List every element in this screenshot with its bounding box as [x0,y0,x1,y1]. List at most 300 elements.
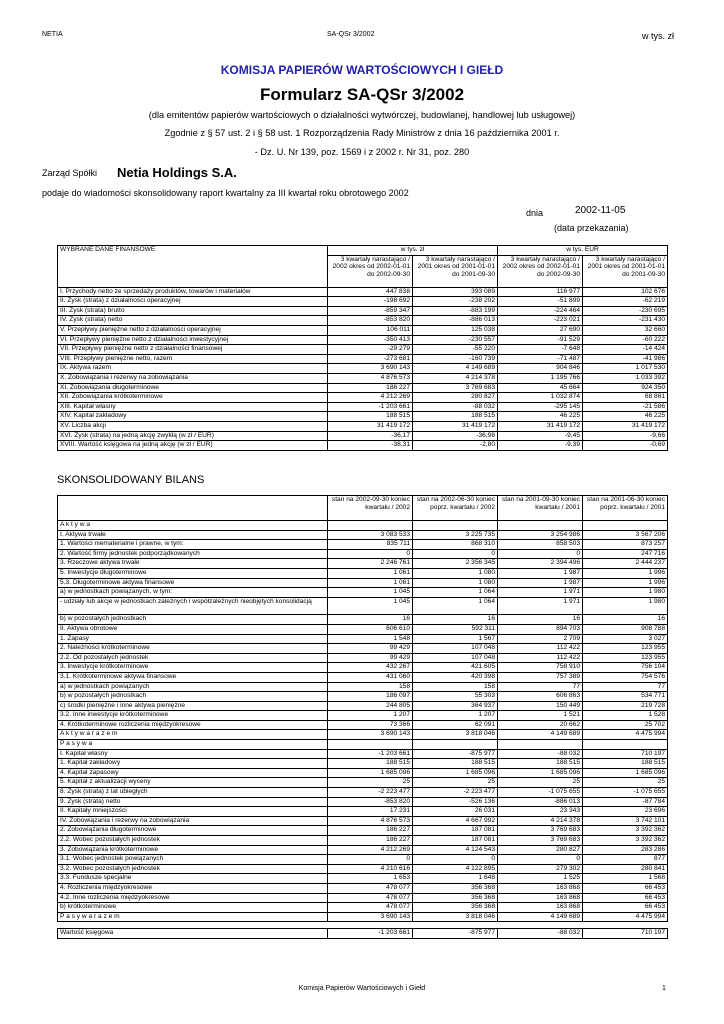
balance-row [58,644,668,654]
financial-row [58,383,668,393]
row-value: -9,45 [498,431,583,441]
row-value: 27 690 [498,325,583,335]
row-value: 66 453 [583,893,668,903]
row-value: -198 692 [328,297,413,307]
row-value: 17 231 [328,807,413,817]
row-value: 1 685 096 [498,768,583,778]
row-value: 754 576 [583,672,668,682]
row-value: 4 149 689 [498,730,583,740]
row-value: -238 202 [413,297,498,307]
financial-row [58,316,668,326]
row-label: V. Przepływy pieniężne netto z działalności operacyjnej [58,325,328,335]
spacer-cell [498,922,583,929]
row-label: P a s y w a [58,740,328,750]
balance-row [58,568,668,578]
row-value: 757 389 [498,672,583,682]
balance-row [58,692,668,702]
row-value: 2 394 496 [498,559,583,569]
row-value: -875 977 [413,749,498,759]
row-value [583,740,668,750]
balance-row [58,797,668,807]
row-value: -886 013 [498,797,583,807]
row-label: c) środki pieniężne i inne aktywa pieniężne [58,701,328,711]
row-value: 4 149 689 [413,364,498,374]
row-value: 0 [328,549,413,559]
balance-row [58,826,668,836]
row-value: 66 453 [583,903,668,913]
company-name: Netia Holdings S.A. [117,165,237,180]
row-value: 188 515 [583,759,668,769]
row-label: 4.2. Inne rozliczenia międzyokresowe [58,893,328,903]
row-value: -88 032 [498,749,583,759]
row-value: 1 648 [413,874,498,884]
agency-title: KOMISJA PAPIERÓW WARTOŚCIOWYCH I GIEŁD [220,63,504,77]
row-value: 1 045 [328,588,413,598]
row-label: b) w pozostałych jednostkach [58,692,328,702]
balance-row [58,559,668,569]
row-value: -886 013 [413,316,498,326]
row-value: 606 863 [498,692,583,702]
subtitle-scope: (dla emitentów papierów wartościowych o działalności wytwórczej, budowlanej, handlowej lub usługowej) [148,110,576,120]
row-value: 1 061 [328,578,413,588]
row-value [583,521,668,531]
balance-col-header: stan na 2002-09-30 koniec kwartału / 2002 [328,496,413,521]
row-value: 1 685 096 [413,768,498,778]
row-label: b) krótkoterminowe [58,903,328,913]
row-value: 1 080 [413,578,498,588]
row-value: 1 207 [413,711,498,721]
row-value: 280 827 [413,393,498,403]
row-value: 1 685 096 [583,768,668,778]
row-value: -88 032 [413,402,498,412]
row-value: 0 [328,855,413,865]
row-value: 1 971 [498,597,583,615]
spacer-cell [413,922,498,929]
row-value: -224 464 [498,306,583,316]
row-value: -88 032 [498,929,583,939]
row-label: 2.2. Wobec pozostałych jednostek [58,836,328,846]
row-label: 2.2. Od pozostałych jednostek [58,653,328,663]
balance-row [58,615,668,625]
financial-row [58,431,668,441]
row-value: 3 392 362 [583,826,668,836]
row-label: IV. Zobowiązania i rezerwy na zobowiązania [58,816,328,826]
row-value: 592 311 [413,624,498,634]
row-label: IV. Zysk (strata) netto [58,316,328,326]
row-value: 1 064 [413,588,498,598]
row-value: 77 [498,682,583,692]
row-value: 186 227 [328,836,413,846]
row-label: XV. Liczba akcji [58,421,328,431]
row-label: 3. Zobowiązania krótkoterminowe [58,845,328,855]
row-value: 77 [583,682,668,692]
row-value: 280 841 [583,864,668,874]
balance-sheet-table [57,495,668,939]
date-value: 2002-11-05 [575,205,626,216]
row-value: -41 986 [583,354,668,364]
row-value: 447 838 [328,287,413,297]
row-label: A k t y w a r a z e m [58,730,328,740]
row-value: 112 422 [498,644,583,654]
row-value: 908 788 [583,624,668,634]
balance-col-header: stan na 2001-06-30 koniec poprz. kwartału / 2001 [583,496,668,521]
fin-col-header: 3 kwartały narastająco / 2002 okres od 2002-01-01 do 2002-09-30 [498,255,583,287]
financial-row [58,306,668,316]
balance-row [58,653,668,663]
balance-header-blank [58,496,328,521]
row-value: -36,17 [328,431,413,441]
row-value: 25 [413,778,498,788]
balance-sheet-title: SKONSOLIDOWANY BILANS [57,474,205,486]
row-value: 123 955 [583,644,668,654]
balance-row [58,663,668,673]
row-value: 1 980 [583,588,668,598]
row-value: 1 521 [498,711,583,721]
balance-col-header: stan na 2002-06-30 koniec poprz. kwartału / 2002 [413,496,498,521]
row-value: 107 048 [413,644,498,654]
financial-row [58,393,668,403]
row-value: 3 254 986 [498,530,583,540]
row-value: -29 279 [328,345,413,355]
row-value: 3 690 143 [328,730,413,740]
row-value: 756 104 [583,663,668,673]
row-value: 16 [498,615,583,625]
row-value: 45 664 [498,383,583,393]
spacer-cell [328,922,413,929]
row-value: 32 660 [583,325,668,335]
row-value: 877 [583,855,668,865]
row-value [498,740,583,750]
fin-group-pln: w tys. zł [328,246,498,256]
row-value: 534 771 [583,692,668,702]
row-value: 25 [328,778,413,788]
balance-row [58,855,668,865]
row-label: 3. Rzeczowe aktywa trwałe [58,559,328,569]
row-value: 186 227 [328,826,413,836]
financial-row [58,325,668,335]
row-label: 2. Zobowiązania długoterminowe [58,826,328,836]
row-value: 924 350 [583,383,668,393]
row-label: 1. Wartości niematerialne i prawne, w tym: [58,540,328,550]
row-value: 904 846 [498,364,583,374]
row-value: 46 225 [498,412,583,422]
spacer-cell [583,922,668,929]
row-label: 2. Wartość firmy jednostek podporządkowanych [58,549,328,559]
row-value: 25 [498,778,583,788]
row-value: 1 064 [413,597,498,615]
row-label: 5. Kapitał z aktualizacji wyceny [58,778,328,788]
row-value: 393 089 [413,287,498,297]
row-label: b) w pozostałych jednostkach [58,615,328,625]
row-value: 283 286 [583,845,668,855]
row-value: 163 868 [498,883,583,893]
row-label: XI. Zobowiązania długoterminowe [58,383,328,393]
row-label: 8. Zysk (strata) z lat ubiegłych [58,788,328,798]
row-label: Wartość księgowa [58,929,328,939]
row-value: -853 820 [328,316,413,326]
row-value: 3 567 206 [583,530,668,540]
row-value: 2 444 237 [583,559,668,569]
balance-row [58,883,668,893]
row-value: 0 [413,549,498,559]
row-value: -1 075 655 [498,788,583,798]
subtitle-regulation: Zgodnie z § 57 ust. 2 i § 58 ust. 1 Rozporządzenia Rady Ministrów z dnia 16 października 2001 r. [164,128,560,138]
row-value: 16 [583,615,668,625]
row-value: 1 207 [328,711,413,721]
row-value: 3 818 046 [413,912,498,922]
row-value: 758 910 [498,663,583,673]
row-value: 1 996 [583,568,668,578]
row-value: -223 021 [498,316,583,326]
row-label: 3.2. Inne inwestycje krótkoterminowe [58,711,328,721]
row-value: -230 557 [413,335,498,345]
row-value: 31 419 172 [583,421,668,431]
row-value: 868 310 [413,540,498,550]
row-value: 1 987 [498,568,583,578]
row-label: IX. Aktywa razem [58,364,328,374]
row-value: 1 195 766 [498,373,583,383]
header-company: NETIA [42,31,63,38]
row-label: 9. Zysk (strata) netto [58,797,328,807]
row-value: 1 653 [328,874,413,884]
row-value: 364 937 [413,701,498,711]
row-label: 3.1. Wobec jednostek powiązanych [58,855,328,865]
balance-row [58,634,668,644]
row-value: 188 515 [498,759,583,769]
row-value: 23 343 [498,807,583,817]
row-label: 5. Inwestycje długoterminowe [58,568,328,578]
row-value: 163 868 [498,903,583,913]
balance-row [58,682,668,692]
balance-row [58,749,668,759]
row-value: -38,31 [328,441,413,451]
row-label: I. Kapitał własny [58,749,328,759]
row-value: -859 347 [328,306,413,316]
row-value [328,521,413,531]
balance-row [58,768,668,778]
row-value: 186 097 [328,692,413,702]
row-value: 68 861 [583,393,668,403]
balance-row [58,530,668,540]
row-label: 4. Rozliczenia międzyokresowe [58,883,328,893]
row-value: -7 648 [498,345,583,355]
row-value: -9,66 [583,431,668,441]
financial-row [58,402,668,412]
row-value: -14 424 [583,345,668,355]
row-label: 4. Krótkoterminowe rozliczenia międzyokresowe [58,720,328,730]
row-value: -295 145 [498,402,583,412]
financial-row [58,421,668,431]
row-value: 31 419 172 [498,421,583,431]
row-value: 431 060 [328,672,413,682]
row-value: 894 703 [498,624,583,634]
header-unit: w tys. zł [642,31,675,41]
fin-col-header: 3 kwartały narastająco / 2002 okres od 2002-01-01 do 2002-09-30 [328,255,413,287]
row-value: 244 805 [328,701,413,711]
row-value: -2,80 [413,441,498,451]
board-label: Zarząd Spółki [42,168,98,178]
row-value: 3 083 533 [328,530,413,540]
row-value: -55 220 [413,345,498,355]
row-value: 25 702 [583,720,668,730]
row-label: 1. Zapasy [58,634,328,644]
balance-row [58,720,668,730]
row-value: 116 977 [498,287,583,297]
row-value: 432 267 [328,663,413,673]
row-value: 1 971 [498,588,583,598]
row-value: 2 709 [498,634,583,644]
row-value: 186 227 [328,383,413,393]
date-label: dnia [526,208,544,218]
fin-col-header: 3 kwartały narastająco / 2001 okres od 2001-01-01 do 2001-09-30 [413,255,498,287]
date-caption: (data przekazania) [554,223,629,233]
row-label: 3.1. Krótkoterminowe aktywa finansowe [58,672,328,682]
row-value: 25 [583,778,668,788]
row-value: 3 027 [583,634,668,644]
row-value: 188 515 [328,759,413,769]
row-value: 0 [498,855,583,865]
book-value-row [58,929,668,939]
row-value: 4 214 378 [498,816,583,826]
row-value: 31 419 172 [413,421,498,431]
report-description: podaje do wiadomości skonsolidowany raport kwartalny za III kwartał roku obrotowego 2002 [42,188,409,198]
row-value: -1 203 661 [328,749,413,759]
balance-row [58,597,668,615]
row-value: 158 [413,682,498,692]
balance-row [58,836,668,846]
balance-row [58,778,668,788]
row-label: II. Zysk (strata) z działalności operacyjnej [58,297,328,307]
row-label: 2. Należności krótkoterminowe [58,644,328,654]
row-value: 4 210 616 [328,864,413,874]
row-value: 1 528 [583,711,668,721]
row-value [413,521,498,531]
balance-row [58,874,668,884]
financial-row [58,364,668,374]
row-value: -2 223 477 [413,788,498,798]
row-value: -875 977 [413,929,498,939]
row-value: -230 695 [583,306,668,316]
row-value [328,740,413,750]
row-label: XII. Zobowiązania krótkoterminowe [58,393,328,403]
row-value: 4 149 689 [498,912,583,922]
row-label: a) w jednostkach powiązanych [58,682,328,692]
balance-row [58,672,668,682]
balance-row [58,807,668,817]
balance-row [58,912,668,922]
row-label: 5.3. Długoterminowe aktywa finansowe [58,578,328,588]
row-value: 66 453 [583,883,668,893]
row-value: 4 876 573 [328,373,413,383]
row-value: 858 503 [498,540,583,550]
row-value: 2 246 761 [328,559,413,569]
row-value: 1 685 096 [328,768,413,778]
row-value: 4 667 992 [413,816,498,826]
row-value: 1 045 [328,597,413,615]
row-value: 31 419 172 [328,421,413,431]
row-value: 188 515 [413,759,498,769]
row-value: 1 568 [583,874,668,884]
row-label: - udziały lub akcje w jednostkach zależnych i współzależnych nieobjętych konsolidacją [58,597,328,615]
row-value: -36,98 [413,431,498,441]
row-value: 46 225 [583,412,668,422]
row-value: 107 048 [413,653,498,663]
row-value: 356 368 [413,893,498,903]
balance-row [58,845,668,855]
row-value: -71 487 [498,354,583,364]
balance-row [58,540,668,550]
footer-text: Komisja Papierów Wartościowych i Giełd [298,985,426,992]
spacer-cell [58,922,328,929]
row-value: 1 980 [583,597,668,615]
row-value: 112 422 [498,653,583,663]
row-value: -0,69 [583,441,668,451]
balance-row [58,740,668,750]
row-label: VII. Przepływy pieniężne netto z działalności finansowej [58,345,328,355]
row-value: 1 996 [583,578,668,588]
row-value: 2 356 345 [413,559,498,569]
row-value: 123 955 [583,653,668,663]
balance-row [58,903,668,913]
row-value: 1 548 [328,634,413,644]
row-value: 279 302 [498,864,583,874]
row-value: -273 681 [328,354,413,364]
row-value: 4 475 994 [583,912,668,922]
financial-row [58,297,668,307]
row-value: 20 662 [498,720,583,730]
row-label: P a s y w a r a z e m [58,912,328,922]
row-value: 3 690 143 [328,364,413,374]
row-value: -1 203 661 [328,929,413,939]
row-value: 23 696 [583,807,668,817]
row-label: XIV. Kapitał zakładowy [58,412,328,422]
financial-row [58,287,668,297]
row-value: 106 011 [328,325,413,335]
row-label: I. Przychody netto ze sprzedaży produktów, towarów i materiałów [58,287,328,297]
row-value: -91 529 [498,335,583,345]
row-value: -2 223 477 [328,788,413,798]
row-label: 1. Kapitał zakładowy [58,759,328,769]
row-value [498,521,583,531]
row-label: 3.2. Wobec pozostałych jednostek [58,864,328,874]
row-value: 3 742 101 [583,816,668,826]
row-value: -87 784 [583,797,668,807]
row-value: 73 366 [328,720,413,730]
row-value: 1 080 [413,568,498,578]
row-value: -51 899 [498,297,583,307]
row-value [413,740,498,750]
financial-row [58,345,668,355]
row-value: 356 368 [413,903,498,913]
row-value: 3 818 046 [413,730,498,740]
row-value: 16 [328,615,413,625]
row-value: 3 392 362 [583,836,668,846]
row-value: 99 429 [328,644,413,654]
fin-table-title: WYBRANE DANE FINANSOWE [58,246,328,288]
row-value: 187 081 [413,826,498,836]
row-value: 125 038 [413,325,498,335]
row-value: 4 212 269 [328,393,413,403]
balance-col-header: stan na 2001-09-30 koniec kwartału / 2001 [498,496,583,521]
financial-row [58,373,668,383]
row-label: a) w jednostkach powiązanych, w tym: [58,588,328,598]
form-title: Formularz SA-QSr 3/2002 [259,85,465,104]
financial-row [58,441,668,451]
balance-row [58,893,668,903]
balance-row [58,549,668,559]
balance-row [58,816,668,826]
row-value: 163 868 [498,893,583,903]
